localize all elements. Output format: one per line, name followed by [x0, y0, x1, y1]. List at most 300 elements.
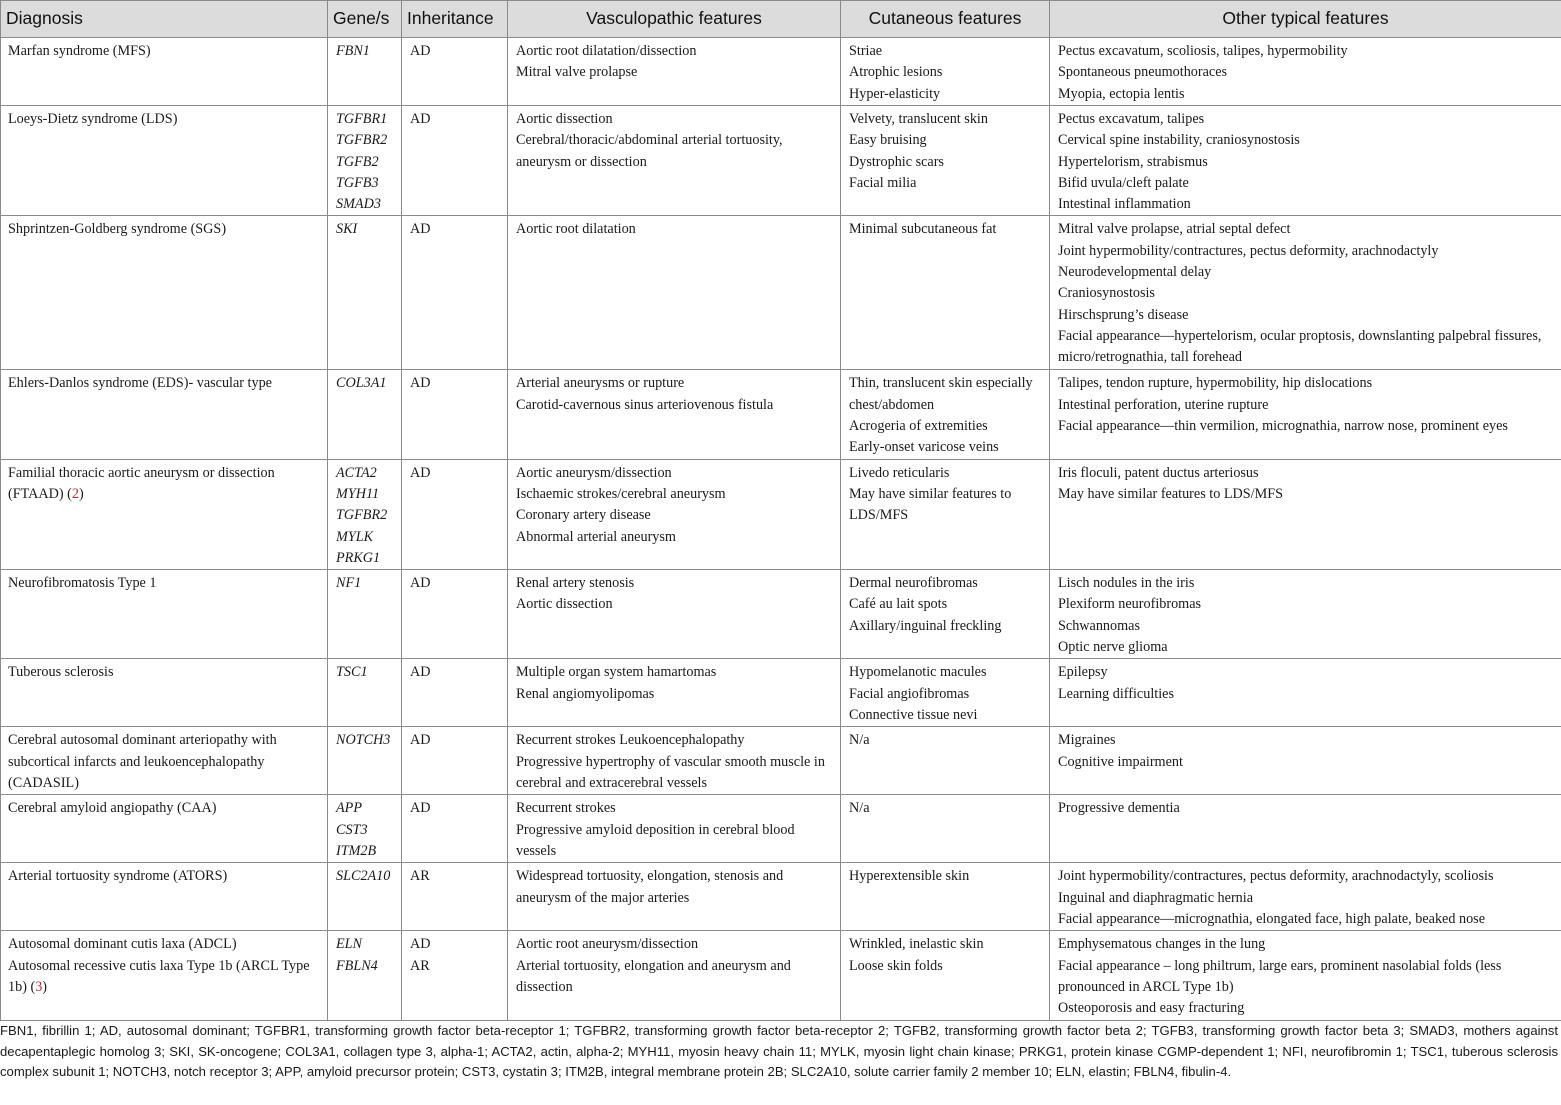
cell-genes — [328, 106, 402, 216]
cell-genes-text: TGFBR2 — [336, 507, 388, 524]
cell-cutaneous-line — [849, 730, 1043, 751]
cell-inheritance-line — [410, 219, 501, 240]
table-row — [1, 570, 1561, 659]
cell-diagnosis — [1, 38, 328, 106]
cell-diagnosis-line — [8, 573, 321, 594]
cell-inheritance-text: AR — [410, 868, 430, 885]
cell-inheritance-text: AD — [410, 575, 431, 592]
cell-genes-text: NOTCH3 — [336, 732, 391, 749]
cell-other-line — [1058, 219, 1555, 240]
cell-cutaneous-text: May have similar features to LDS/MFS — [849, 485, 1012, 524]
cell-other-text: Mitral valve prolapse, atrial septal defect — [1058, 221, 1291, 238]
cell-cutaneous-line — [849, 662, 1043, 683]
cell-vascular-line — [516, 219, 834, 240]
cell-other-line — [1058, 109, 1555, 130]
cell-diagnosis — [1, 931, 328, 1021]
cell-other — [1050, 795, 1561, 863]
header-cutaneous: Cutaneous features — [841, 1, 1050, 38]
cell-other-line — [1058, 395, 1555, 416]
cell-inheritance-text: AD — [410, 221, 431, 238]
cell-other — [1050, 931, 1561, 1021]
cell-cutaneous-line — [849, 62, 1043, 83]
cell-other-line — [1058, 152, 1555, 173]
cell-cutaneous-text: Easy bruising — [849, 132, 927, 149]
cell-diagnosis-text: Neurofibromatosis Type 1 — [8, 575, 157, 592]
cell-other-text: Lisch nodules in the iris — [1058, 575, 1195, 592]
cell-other-text: Migraines — [1058, 732, 1116, 749]
cell-other-text: Plexiform neurofibromas — [1058, 596, 1202, 613]
cell-vascular-text: Recurrent strokes — [516, 800, 616, 817]
cell-diagnosis-text: Autosomal dominant cutis laxa (ADCL) — [8, 936, 237, 953]
cell-other-text: Iris floculi, patent ductus arteriosus — [1058, 464, 1259, 481]
cell-inheritance — [402, 931, 508, 1021]
cell-other — [1050, 38, 1561, 106]
cell-other-line — [1058, 662, 1555, 683]
cell-cutaneous-text: Early-onset varicose veins — [849, 439, 999, 456]
cell-cutaneous — [841, 106, 1050, 216]
cell-other — [1050, 106, 1561, 216]
cell-other-text: Facial appearance—micrognathia, elongated face, high palate, beaked nose — [1058, 910, 1485, 927]
cell-genes-line — [336, 41, 395, 62]
cell-inheritance-text: AD — [410, 664, 431, 681]
cell-cutaneous-line — [849, 866, 1043, 887]
cell-diagnosis — [1, 459, 328, 569]
cell-vascular-line — [516, 956, 834, 999]
cell-other-line — [1058, 283, 1555, 304]
cell-genes-line — [336, 152, 395, 173]
cell-diagnosis-line — [8, 866, 321, 887]
cell-genes-text: NF1 — [336, 575, 362, 592]
cell-diagnosis — [1, 727, 328, 795]
cell-genes-line — [336, 194, 395, 215]
cell-inheritance-line — [410, 956, 501, 977]
cell-vascular-line — [516, 41, 834, 62]
cell-inheritance-line — [410, 573, 501, 594]
cell-diagnosis-line — [8, 662, 321, 683]
cell-other-text: Osteoporosis and easy fracturing — [1058, 1000, 1245, 1017]
cell-vascular-text: Multiple organ system hamartomas — [516, 664, 717, 681]
cell-vascular — [508, 216, 841, 370]
cell-vascular-line — [516, 527, 834, 548]
cell-vascular-text: Renal artery stenosis — [516, 575, 635, 592]
cell-vascular-line — [516, 62, 834, 83]
cell-cutaneous-text: Wrinkled, inelastic skin — [849, 936, 984, 953]
cell-cutaneous-line — [849, 373, 1043, 416]
cell-inheritance — [402, 106, 508, 216]
cell-other-text: Schwannomas — [1058, 617, 1140, 634]
cell-other-line — [1058, 866, 1555, 887]
cell-vascular-text: Aortic dissection — [516, 111, 613, 127]
cell-genes — [328, 863, 402, 931]
cell-inheritance — [402, 795, 508, 863]
cell-diagnosis — [1, 795, 328, 863]
cell-cutaneous — [841, 370, 1050, 459]
cell-vascular-line — [516, 130, 834, 173]
cell-cutaneous-line — [849, 798, 1043, 819]
cell-other-line — [1058, 173, 1555, 194]
cell-diagnosis-line: Familial thoracic aortic aneurysm or dissection (FTAAD) (2) — [8, 464, 275, 502]
table-row — [1, 459, 1561, 569]
cell-other-line — [1058, 262, 1555, 283]
cell-other-text: Spontaneous pneumothoraces — [1058, 64, 1228, 81]
cell-other-text: Pectus excavatum, talipes — [1058, 111, 1205, 127]
cell-diagnosis — [1, 570, 328, 659]
cell-cutaneous — [841, 727, 1050, 795]
cell-cutaneous-line — [849, 41, 1043, 62]
cell-genes — [328, 570, 402, 659]
table-row — [1, 931, 1561, 1021]
cell-diagnosis-text: Autosomal recessive cutis laxa Type 1b (ARCL Type 1b) — [8, 957, 310, 995]
cell-vascular-line — [516, 505, 834, 526]
cell-cutaneous-line — [849, 437, 1043, 458]
cell-genes-line — [336, 173, 395, 194]
cell-cutaneous-text: Café au lait spots — [849, 596, 948, 613]
cell-diagnosis — [1, 370, 328, 459]
cell-cutaneous-text: Connective tissue nevi — [849, 706, 978, 723]
cell-other-text: Intestinal inflammation — [1058, 196, 1191, 213]
cell-diagnosis — [1, 106, 328, 216]
table-row — [1, 38, 1561, 106]
cell-other-line — [1058, 594, 1555, 615]
cell-genes — [328, 727, 402, 795]
cell-vascular — [508, 727, 841, 795]
cell-diagnosis-line — [8, 798, 321, 819]
cell-other-line — [1058, 956, 1555, 999]
cell-inheritance-line — [410, 662, 501, 683]
cell-vascular — [508, 370, 841, 459]
table-row — [1, 659, 1561, 727]
cell-inheritance — [402, 38, 508, 106]
cell-cutaneous-text: Axillary/inguinal freckling — [849, 617, 1002, 634]
cell-vascular-line — [516, 662, 834, 683]
cell-diagnosis-line — [8, 730, 321, 794]
cell-other-text: Cervical spine instability, craniosynostosis — [1058, 132, 1300, 149]
cell-inheritance — [402, 863, 508, 931]
cell-genes-line — [336, 527, 395, 548]
cell-diagnosis-text: Marfan syndrome (MFS) — [8, 43, 151, 59]
reference-link[interactable]: 3 — [35, 978, 43, 995]
cell-inheritance-text: AD — [410, 732, 431, 749]
cell-other-line — [1058, 752, 1555, 773]
cell-inheritance-line — [410, 41, 501, 62]
cell-vascular — [508, 659, 841, 727]
cell-other-line — [1058, 305, 1555, 326]
cell-other-line — [1058, 909, 1555, 930]
reference-link[interactable]: 2 — [71, 485, 79, 502]
cell-inheritance-text: AD — [410, 43, 431, 59]
cell-diagnosis — [1, 216, 328, 370]
header-other: Other typical features — [1050, 1, 1561, 38]
header-row — [1, 1, 1561, 38]
cell-other-text: Bifid uvula/cleft palate — [1058, 174, 1189, 191]
cell-other-line — [1058, 326, 1555, 369]
cell-inheritance-line — [410, 463, 501, 484]
header-inheritance: Inheritance — [402, 1, 508, 38]
cell-cutaneous-line — [849, 684, 1043, 705]
cell-vascular-line — [516, 934, 834, 955]
cell-cutaneous — [841, 863, 1050, 931]
cell-cutaneous-text: Loose skin folds — [849, 957, 943, 974]
cell-other-line — [1058, 730, 1555, 751]
cell-other-text: Facial appearance—hypertelorism, ocular proptosis, downslanting palpebral fissures, micro/retrognathia, tall forehead — [1058, 327, 1542, 366]
cell-diagnosis-text: Familial thoracic aortic aneurysm or dissection (FTAAD) — [8, 464, 275, 502]
cell-genes-text: PRKG1 — [336, 549, 381, 566]
cell-inheritance — [402, 370, 508, 459]
cell-cutaneous-text: N/a — [849, 800, 870, 817]
cell-cutaneous-line — [849, 173, 1043, 194]
cell-cutaneous — [841, 570, 1050, 659]
cell-genes-text: FBN1 — [336, 43, 370, 59]
cell-cutaneous-line — [849, 416, 1043, 437]
cell-other-text: Hirschsprung’s disease — [1058, 306, 1189, 323]
cell-vascular-line — [516, 684, 834, 705]
cell-vascular-text: Progressive hypertrophy of vascular smooth muscle in cerebral and extracerebral vessels — [516, 753, 825, 791]
cell-cutaneous-text: Thin, translucent skin especially chest/abdomen — [849, 375, 1033, 413]
cell-inheritance-line — [410, 798, 501, 819]
cell-cutaneous-line — [849, 152, 1043, 173]
cell-vascular — [508, 931, 841, 1021]
cell-cutaneous-text: Livedo reticularis — [849, 464, 950, 481]
cell-other — [1050, 570, 1561, 659]
cell-diagnosis-text: Ehlers-Danlos syndrome (EDS)- vascular type — [8, 375, 272, 392]
cell-cutaneous-line — [849, 594, 1043, 615]
cell-genes-line — [336, 866, 395, 887]
cell-cutaneous-text: Minimal subcutaneous fat — [849, 221, 997, 238]
cell-cutaneous — [841, 459, 1050, 569]
cell-cutaneous-text: Velvety, translucent skin — [849, 111, 988, 127]
cell-cutaneous — [841, 38, 1050, 106]
cell-other-text: Craniosynostosis — [1058, 285, 1155, 302]
cell-vascular-line — [516, 573, 834, 594]
cell-other-line — [1058, 416, 1555, 437]
cell-cutaneous-line — [849, 219, 1043, 240]
cell-diagnosis-line — [8, 109, 321, 130]
cell-other-text: Facial appearance—thin vermilion, micrognathia, narrow nose, prominent eyes — [1058, 418, 1508, 435]
cell-diagnosis-text: Tuberous sclerosis — [8, 664, 114, 681]
cell-other-line — [1058, 637, 1555, 658]
table-row — [1, 106, 1561, 216]
header-diagnosis: Diagnosis — [1, 1, 328, 38]
cell-vascular-text: Ischaemic strokes/cerebral aneurysm — [516, 485, 726, 502]
cell-vascular-line — [516, 798, 834, 819]
cell-cutaneous-text: N/a — [849, 732, 870, 749]
cell-inheritance-text: AD — [410, 375, 431, 392]
cell-inheritance-text: AD — [410, 464, 431, 481]
cell-genes — [328, 795, 402, 863]
cell-genes-line — [336, 934, 395, 955]
cell-genes-text: TGFB3 — [336, 174, 379, 191]
table-body — [1, 38, 1561, 1021]
cell-inheritance-line — [410, 934, 501, 955]
cell-genes-text: APP — [336, 800, 362, 817]
cell-vascular-line — [516, 752, 834, 795]
cell-cutaneous — [841, 931, 1050, 1021]
cell-genes-text: FBLN4 — [336, 957, 378, 974]
cell-vascular-line — [516, 395, 834, 416]
cell-vascular-line — [516, 463, 834, 484]
cell-vascular — [508, 795, 841, 863]
cell-other-line — [1058, 616, 1555, 637]
cell-genes-text: ELN — [336, 936, 363, 953]
header-vascular: Vasculopathic features — [508, 1, 841, 38]
cell-diagnosis-text: Arterial tortuosity syndrome (ATORS) — [8, 868, 228, 885]
cell-inheritance — [402, 727, 508, 795]
cell-vascular-text: Aortic root dilatation — [516, 221, 636, 238]
cell-cutaneous-text: Striae — [849, 43, 883, 59]
cell-genes-line — [336, 219, 395, 240]
cell-cutaneous-text: Hyperextensible skin — [849, 868, 970, 885]
cell-vascular-text: Progressive amyloid deposition in cerebral blood vessels — [516, 821, 795, 859]
cell-genes — [328, 931, 402, 1021]
cell-vascular-text: Arterial aneurysms or rupture — [516, 375, 685, 392]
cell-vascular-text: Aortic dissection — [516, 596, 613, 613]
cell-genes-line — [336, 573, 395, 594]
cell-diagnosis-line — [8, 934, 321, 955]
cell-vascular-line — [516, 866, 834, 909]
cell-diagnosis-text: Cerebral autosomal dominant arteriopathy with subcortical infarcts and leukoencephalopathy (CADASIL) — [8, 732, 277, 791]
cell-other — [1050, 659, 1561, 727]
cell-other-line — [1058, 484, 1555, 505]
cell-vascular — [508, 106, 841, 216]
cell-inheritance-line — [410, 866, 501, 887]
cell-other-text: Epilepsy — [1058, 664, 1108, 681]
cell-diagnosis — [1, 863, 328, 931]
cell-other-text: Myopia, ectopia lentis — [1058, 85, 1185, 102]
cell-vascular-text: Arterial tortuosity, elongation and aneurysm and dissection — [516, 957, 791, 995]
cell-genes — [328, 370, 402, 459]
cell-inheritance-text: AD — [410, 800, 431, 817]
cell-other-line — [1058, 373, 1555, 394]
cell-genes-line — [336, 798, 395, 819]
table-row — [1, 795, 1561, 863]
cell-other-text: Optic nerve glioma — [1058, 639, 1168, 656]
cell-genes — [328, 216, 402, 370]
cell-other-text: Progressive dementia — [1058, 800, 1180, 817]
cell-vascular-line — [516, 373, 834, 394]
cell-other-text: Inguinal and diaphragmatic hernia — [1058, 889, 1254, 906]
cell-cutaneous-text: Dystrophic scars — [849, 153, 944, 170]
cell-other-text: Joint hypermobility/contractures, pectus deformity, arachnodactyly — [1058, 242, 1439, 259]
cell-cutaneous-text: Facial angiofibromas — [849, 685, 970, 702]
cell-cutaneous-text: Dermal neurofibromas — [849, 575, 978, 592]
cell-diagnosis — [1, 659, 328, 727]
cell-other-text: Neurodevelopmental delay — [1058, 264, 1212, 281]
cell-genes-line — [336, 373, 395, 394]
cell-inheritance-line — [410, 373, 501, 394]
cell-genes-text: MYH11 — [336, 485, 380, 502]
cell-vascular — [508, 459, 841, 569]
cell-cutaneous-line — [849, 463, 1043, 484]
cell-other-text: Pectus excavatum, scoliosis, talipes, hypermobility — [1058, 43, 1348, 59]
cell-other-line — [1058, 798, 1555, 819]
cell-genes-text: MYLK — [336, 528, 374, 545]
cell-genes-line — [336, 463, 395, 484]
cell-cutaneous-line — [849, 84, 1043, 105]
cell-genes-line — [336, 956, 395, 977]
cell-other-line — [1058, 934, 1555, 955]
cell-cutaneous-line — [849, 705, 1043, 726]
cell-inheritance — [402, 216, 508, 370]
cell-vascular-line — [516, 730, 834, 751]
cell-genes-text: SLC2A10 — [336, 868, 391, 885]
cell-vascular — [508, 863, 841, 931]
cell-vascular-line — [516, 594, 834, 615]
cell-cutaneous — [841, 216, 1050, 370]
cell-inheritance-text: AD — [410, 936, 431, 953]
cell-vascular-text: Aortic root dilatation/dissection — [516, 43, 697, 59]
cell-genes-line — [336, 109, 395, 130]
cell-other-line — [1058, 41, 1555, 62]
table-row — [1, 727, 1561, 795]
cell-inheritance — [402, 659, 508, 727]
cell-other-line — [1058, 84, 1555, 105]
cell-other-line — [1058, 998, 1555, 1019]
cell-genes-text: CST3 — [336, 821, 368, 838]
cell-vascular — [508, 570, 841, 659]
cell-other-line — [1058, 130, 1555, 151]
cell-other-line — [1058, 241, 1555, 262]
cell-inheritance-text: AR — [410, 957, 430, 974]
cell-cutaneous-text: Atrophic lesions — [849, 64, 943, 81]
cell-other-line — [1058, 573, 1555, 594]
cell-cutaneous — [841, 659, 1050, 727]
table-row — [1, 863, 1561, 931]
cell-genes-line — [336, 484, 395, 505]
cell-other-line — [1058, 62, 1555, 83]
cell-genes-line — [336, 841, 395, 862]
cell-diagnosis-line — [8, 373, 321, 394]
cell-genes-line — [336, 820, 395, 841]
cell-other-text: Facial appearance – long philtrum, large ears, prominent nasolabial folds (less pronounced in ARCL Type 1b) — [1058, 957, 1502, 995]
cell-vascular-text: Carotid-cavernous sinus arteriovenous fistula — [516, 396, 774, 413]
cell-cutaneous-line — [849, 573, 1043, 594]
cell-other-line — [1058, 888, 1555, 909]
cell-other — [1050, 216, 1561, 370]
cell-inheritance-line — [410, 109, 501, 130]
cell-vascular-text: Coronary artery disease — [516, 507, 651, 524]
cell-genes-text: SMAD3 — [336, 196, 381, 213]
cell-genes-text: COL3A1 — [336, 375, 387, 392]
cell-genes — [328, 659, 402, 727]
cell-other — [1050, 863, 1561, 931]
cell-vascular-text: Aortic aneurysm/dissection — [516, 464, 672, 481]
cell-vascular-text: Mitral valve prolapse — [516, 64, 638, 81]
table-row — [1, 370, 1561, 459]
cell-genes-text: TGFB2 — [336, 153, 379, 170]
cell-cutaneous-line — [849, 109, 1043, 130]
cell-cutaneous-text: Hypomelanotic macules — [849, 664, 987, 681]
cell-other — [1050, 727, 1561, 795]
cell-cutaneous-line — [849, 934, 1043, 955]
cell-diagnosis-line — [8, 41, 321, 62]
cell-inheritance — [402, 459, 508, 569]
cell-diagnosis-line — [8, 219, 321, 240]
cell-cutaneous-line — [849, 956, 1043, 977]
cell-cutaneous — [841, 795, 1050, 863]
table-footnote: FBN1, fibrillin 1; AD, autosomal dominant; TGFBR1, transforming growth factor beta-receptor 1; TGFBR2, transforming growth factor beta-receptor 2; TGFB2, transforming growth factor beta 2; TGFB3, transforming growth factor beta 3; SMAD3, mothers against decapentaplegic homolog 3; SKI, SK-oncogene; COL3A1, collagen type 3, alpha-1; ACTA2, actin, alpha-2; MYH11, myosin heavy chain 11; MYLK, myosin light chain kinase; PRKG1, protein kinase CGMP-dependent 1; NFI, neurofibromin 1; TSC1, tuberous sclerosis complex subunit 1; NOTCH3, notch receptor 3; APP, amyloid precursor protein; CST3, cystatin 3; ITM2B, integral membrane protein 2B; SLC2A10, solute carrier family 2 member 10; ELN, elastin; FBLN4, fibulin-4. — [0, 1023, 1558, 1080]
cell-other — [1050, 370, 1561, 459]
cell-vascular-text: Recurrent strokes Leukoencephalopathy — [516, 732, 745, 749]
cell-vascular-text: Renal angiomyolipomas — [516, 685, 655, 702]
cell-other-text: Talipes, tendon rupture, hypermobility, hip dislocations — [1058, 375, 1373, 392]
cell-other-text: May have similar features to LDS/MFS — [1058, 485, 1283, 502]
cell-cutaneous-text: Facial milia — [849, 174, 917, 191]
cell-vascular-text: Abnormal arterial aneurysm — [516, 528, 676, 545]
cell-genes-line — [336, 730, 395, 751]
cell-genes-text: ITM2B — [336, 842, 377, 859]
cell-other-line — [1058, 463, 1555, 484]
cell-other-text: Intestinal perforation, uterine rupture — [1058, 396, 1269, 413]
